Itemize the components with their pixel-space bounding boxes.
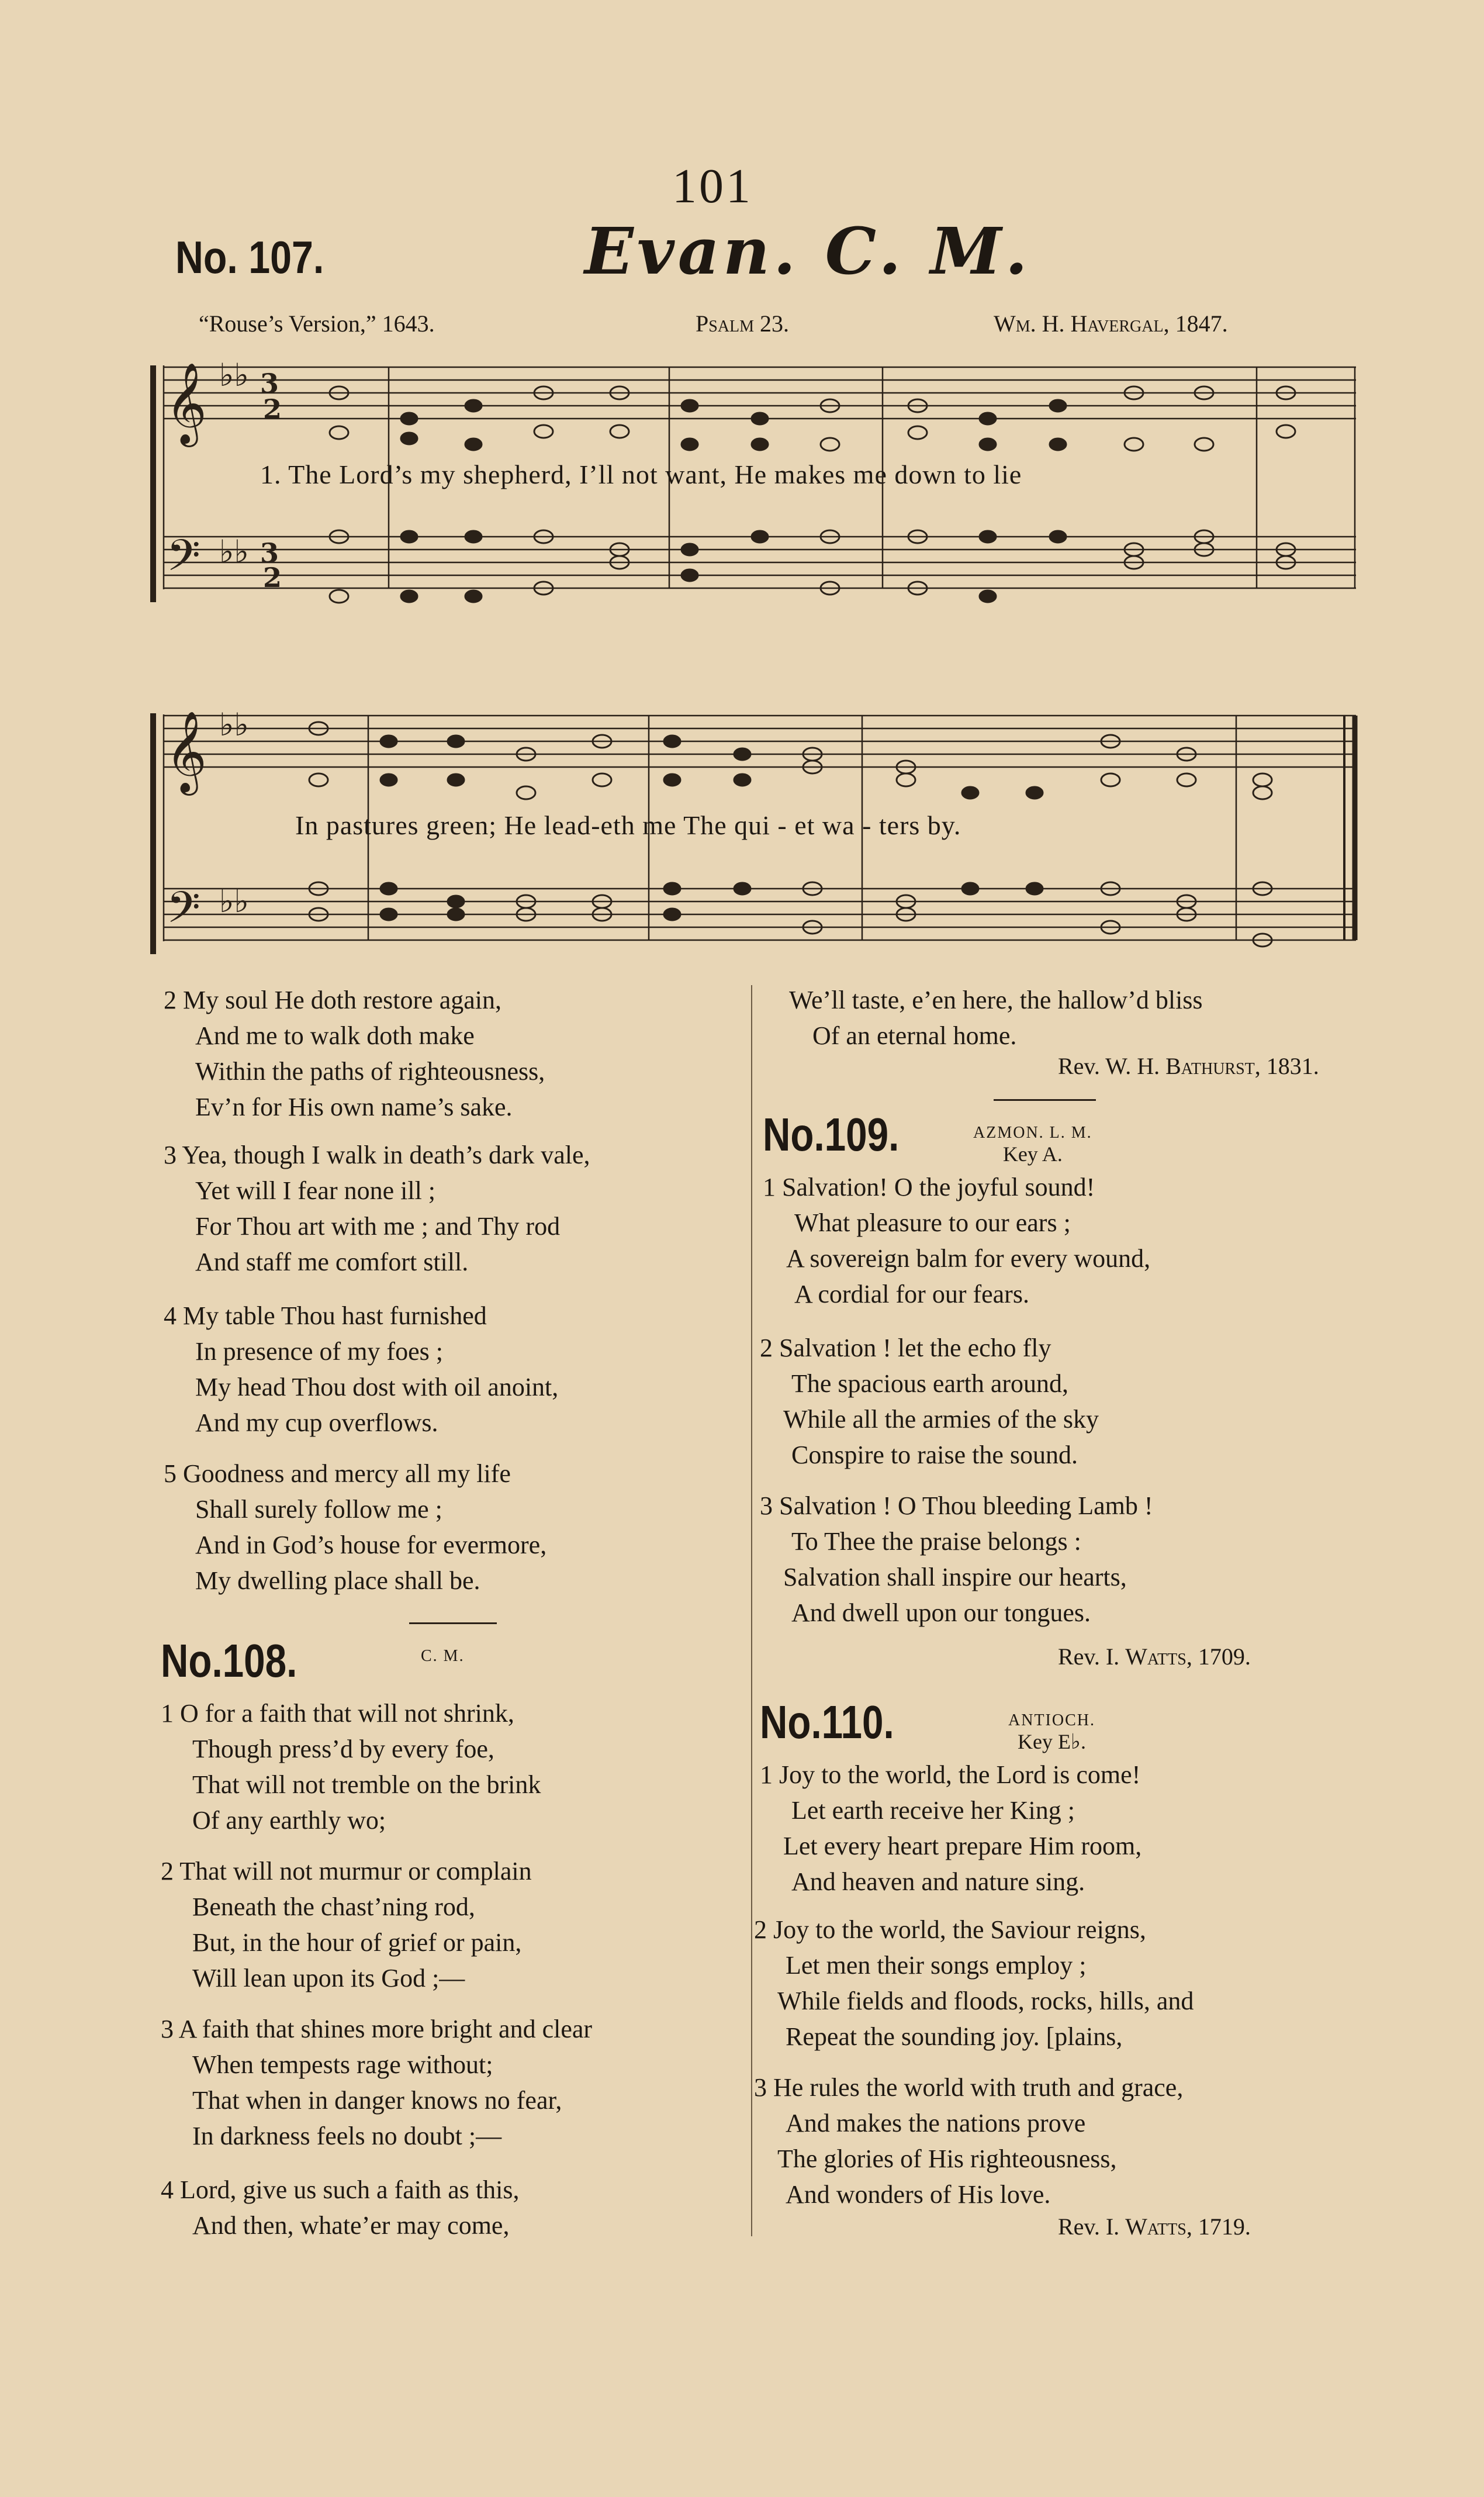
verse-line: While fields and floods, rocks, hills, and [777,1987,1194,2015]
hymn-110-key: Key E♭. [1018,1730,1086,1753]
hymn-109-number: No.109. [763,1108,900,1161]
verse-line: 3 He rules the world with truth and grace, [754,2073,1184,2102]
hymn-109-tune-info [973,1123,1092,1165]
hymn-109-attribution [1058,1643,1251,1670]
verse-line: Ev’n for His own name’s sake. [195,1093,513,1121]
verse-line: Will lean upon its God ;— [192,1964,465,1992]
hymn-110-attribution [1058,2213,1251,2240]
verse-line: A cordial for our fears. [794,1280,1029,1308]
hymn-107-number: No. 107. [175,232,324,283]
verse-line: A sovereign balm for every wound, [786,1244,1151,1273]
hymn-109-verse-1 [763,1169,1150,1312]
verse-line: And dwell upon our tongues. [791,1598,1091,1627]
hymn-107-tune-title: Evan. C. M. [584,213,1031,289]
hymn-108-continued [789,982,1203,1054]
verse-line: Of any earthly wo; [192,1806,386,1835]
verse-line: Conspire to raise the sound. [791,1441,1078,1469]
verse-line: And makes the nations prove [786,2109,1086,2137]
verse-line: The glories of His righteousness, [777,2144,1117,2173]
verse-line: And staff me comfort still. [195,1248,469,1276]
verse-line: Shall surely follow me ; [195,1495,442,1524]
svg-text:♭♭: ♭♭ [219,706,249,743]
verse-line: When tempests rage without; [192,2050,493,2079]
hymn-107-text-credit: “Rouse’s Version,” 1643. [199,310,435,337]
verse-line: The spacious earth around, [791,1369,1069,1398]
hymn-108-verse-3 [161,2011,592,2154]
verse-line: In darkness feels no doubt ;— [192,2122,502,2150]
system1-bass-staff [164,537,1356,588]
verse-line: That will not tremble on the brink [192,1770,541,1799]
attrib-name: Watts [1125,2213,1186,2240]
svg-text:𝄢: 𝄢 [167,530,200,592]
svg-text:𝄢: 𝄢 [167,882,200,944]
verse-line: And then, whate’er may come, [192,2211,510,2240]
verse-line: While all the armies of the sky [783,1405,1099,1434]
hymn-109-tune: AZMON. L. M. [973,1124,1092,1142]
page-number: 101 [672,159,753,213]
attrib-prefix: Rev. W. H. [1058,1053,1166,1079]
verse-line: And heaven and nature sing. [791,1867,1085,1896]
verse-line: But, in the hour of grief or pain, [192,1928,522,1957]
verse-line: 1 Joy to the world, the Lord is come! [760,1760,1141,1789]
verse-line: And me to walk doth make [195,1021,475,1050]
verse-line: And in God’s house for evermore, [195,1531,547,1559]
hymn-107-lyrics-line-1: 1. The Lord’s my shepherd, I’ll not want, He makes me down to lie [260,460,1022,489]
verse-line: Beneath the chast’ning rod, [192,1892,475,1921]
verse-line: 1 O for a faith that will not shrink, [161,1699,514,1728]
hymn-109-key: Key A. [1002,1142,1063,1166]
hymn-109-verse-2 [760,1330,1099,1473]
attrib-year: , 1719. [1186,2213,1251,2240]
verse-line: 2 That will not murmur or complain [161,1857,532,1885]
verse-line: Let men their songs employ ; [786,1951,1087,1980]
hymn-107-composer-credit: Wm. H. Havergal, 1847. [994,310,1228,337]
hymn-110-number: No.110. [760,1696,894,1748]
verse-line: Let every heart prepare Him room, [783,1832,1142,1860]
verse-line: 3 Yea, though I walk in death’s dark vale, [164,1141,590,1169]
hymn-107-psalm-reference: Psalm 23. [696,310,790,337]
hymn-108-verse-2 [161,1853,532,1996]
hymn-107-lyrics-line-2: In pastures green; He lead-eth me The qui - et wa - ters by. [295,810,961,840]
verse-line: What pleasure to our ears ; [794,1208,1071,1237]
svg-text:2: 2 [263,393,282,425]
hymn-108-verse-4 [161,2172,519,2243]
verse-line: 3 Salvation ! O Thou bleeding Lamb ! [760,1491,1153,1520]
verse-line: My head Thou dost with oil anoint, [195,1373,559,1401]
verse-line: 2 My soul He doth restore again, [164,986,501,1014]
verse-line: 5 Goodness and mercy all my life [164,1459,511,1488]
hymn-110-tune-info [1008,1710,1095,1752]
svg-text:2: 2 [263,562,282,593]
verse-line: Of an eternal home. [812,1021,1017,1050]
verse-line: Repeat the sounding joy. [plains, [786,2022,1123,2051]
hymn-108-number: No.108. [161,1635,298,1687]
column-rule [751,985,752,2236]
hymn-110-verse-1 [760,1757,1141,1899]
system1-treble-staff [164,367,1356,419]
verse-line: 2 Salvation ! let the echo fly [760,1334,1051,1362]
hymn-107-verse-3 [164,1137,590,1280]
svg-text:𝄞: 𝄞 [165,362,207,444]
hymn-107-verse-4 [164,1298,558,1441]
verse-line: Within the paths of righteousness, [195,1057,545,1086]
svg-text:3: 3 [260,368,279,399]
verse-line: Though press’d by every foe, [192,1735,494,1763]
verse-line: Let earth receive her King ; [791,1796,1075,1825]
hymn-108-meter: C. M. [421,1647,465,1665]
hymn-107-verse-2 [164,982,545,1125]
hymn-110-verse-2 [754,1912,1194,2054]
verse-line: 4 Lord, give us such a faith as this, [161,2175,520,2204]
hymn-108-attribution [1058,1052,1319,1080]
svg-text:♭♭: ♭♭ [219,883,249,920]
verse-line: And wonders of His love. [786,2180,1051,2209]
hymn-107-verse-5 [164,1456,546,1598]
attrib-name: Bathurst [1165,1053,1255,1079]
verse-line: For Thou art with me ; and Thy rod [195,1212,561,1241]
hymn-108-verse-1 [161,1695,541,1838]
divider [994,1099,1096,1101]
attrib-year: , 1709. [1186,1643,1251,1670]
verse-line: 3 A faith that shines more bright and clear [161,2015,593,2043]
divider [409,1622,497,1624]
verse-line: Yet will I fear none ill ; [195,1176,436,1205]
attrib-prefix: Rev. I. [1058,2213,1126,2240]
attrib-prefix: Rev. I. [1058,1643,1126,1670]
hymn-110-verse-3 [754,2070,1183,2212]
svg-text:♭♭: ♭♭ [219,533,249,570]
attrib-year: , 1831. [1254,1053,1319,1079]
verse-line: 4 My table Thou hast furnished [164,1301,487,1330]
verse-line: Salvation shall inspire our hearts, [783,1563,1127,1591]
verse-line: 2 Joy to the world, the Saviour reigns, [754,1915,1146,1944]
hymn-110-tune: ANTIOCH. [1008,1711,1095,1729]
verse-line: My dwelling place shall be. [195,1566,480,1595]
verse-line: We’ll taste, e’en here, the hallow’d bliss [789,986,1203,1014]
svg-text:𝄞: 𝄞 [165,711,207,792]
svg-text:♭♭: ♭♭ [219,357,249,393]
system2-treble-staff [164,716,1356,767]
attrib-name: Watts [1125,1643,1186,1670]
verse-line: And my cup overflows. [195,1408,438,1437]
verse-line: In presence of my foes ; [195,1337,443,1366]
verse-line: That when in danger knows no fear, [192,2086,562,2115]
verse-line: To Thee the praise belongs : [791,1527,1081,1556]
hymn-109-verse-3 [760,1488,1153,1631]
verse-line: 1 Salvation! O the joyful sound! [763,1173,1095,1201]
svg-text:3: 3 [260,537,279,569]
